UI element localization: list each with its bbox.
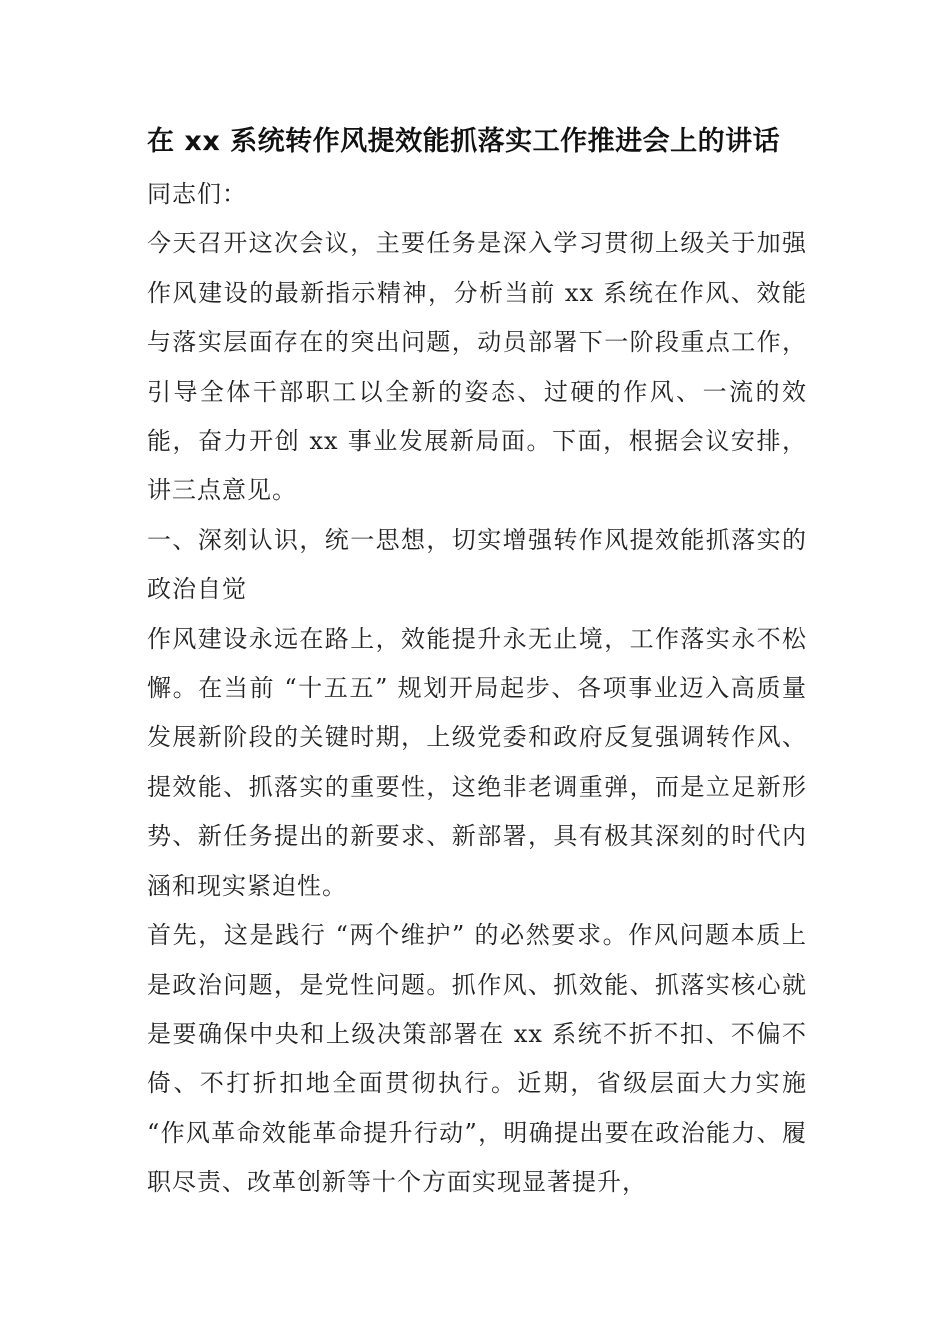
body-paragraph: 作风建设永远在路上，效能提升永无止境，工作落实永不松懈。在当前 “十五五” 规划开局起步、各项事业迈入高质量发展新阶段的关键时期，上级党委和政府反复强调转作风、提效能、抓落实的重要性，这绝非老调重弹，而是立足新形势、新任务提出的新要求、新部署，具有极其深刻的时代内涵和现实紧迫性。 — [147, 624, 807, 900]
opening-paragraph: 今天召开这次会议，主要任务是深入学习贯彻上级关于加强作风建设的最新指示精神，分析当前 xx 系统在作风、效能与落实层面存在的突出问题，动员部署下一阶段重点工作，引导全体干部职工以全新的姿态、过硬的作风、一流的效能，奋力开创 xx 事业发展新局面。下面，根据会议安排，讲三点意见。 — [147, 229, 807, 505]
document-body — [147, 170, 807, 1208]
salutation: 同志们： — [147, 180, 247, 208]
document-title: 在 xx 系统转作风提效能抓落实工作推进会上的讲话 — [147, 126, 781, 157]
section-heading-one: 一、深刻认识，统一思想，切实增强转作风提效能抓落实的政治自觉 — [147, 525, 807, 604]
body-paragraph: 首先，这是践行 “两个维护” 的必然要求。作风问题本质上是政治问题，是党性问题。抓作风、抓效能、抓落实核心就是要确保中央和上级决策部署在 xx 系统不折不扣、不偏不倚、不打折扣地全面贯彻执行。近期，省级层面大力实施 “作风革命效能革命提升行动”，明确提出要在政治能力、履职尽责、改革创新等十个方面实现显著提升， — [147, 921, 807, 1197]
